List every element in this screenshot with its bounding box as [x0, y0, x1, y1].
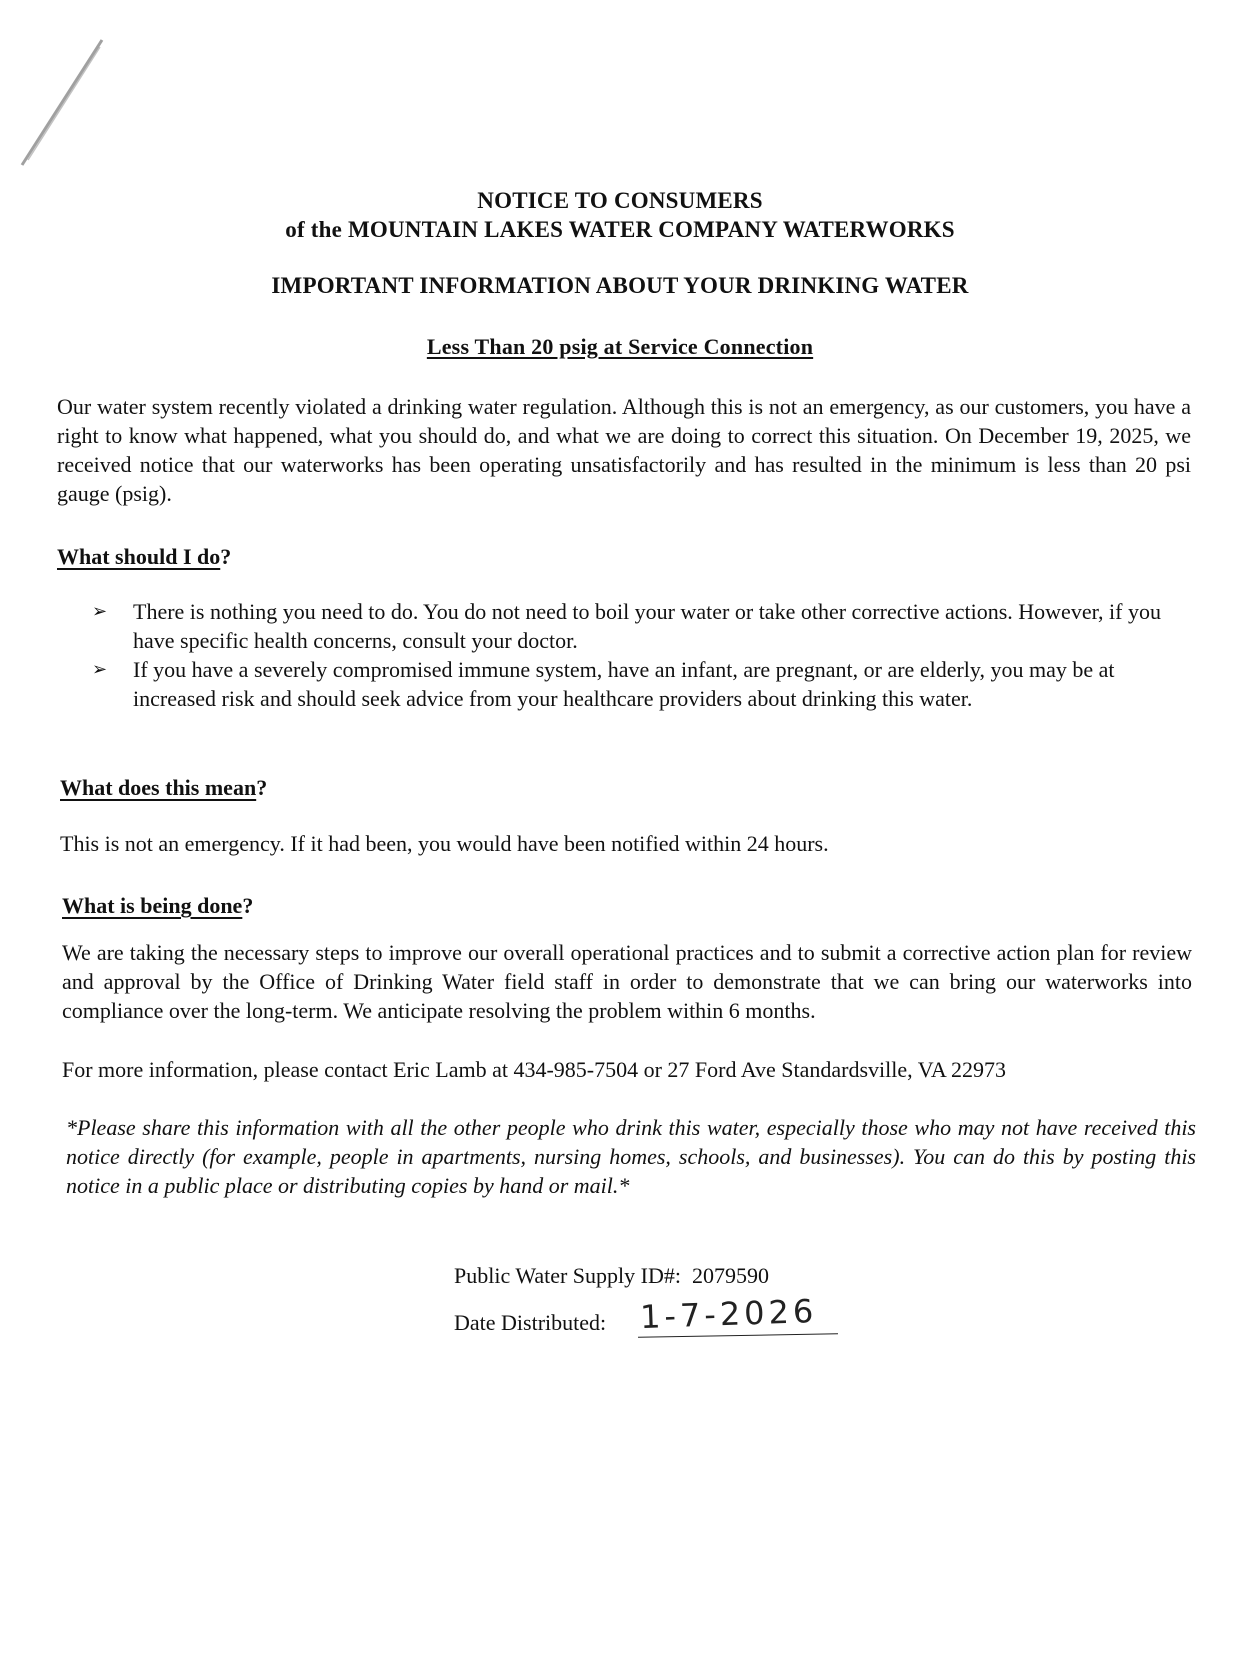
pws-id-value: 2079590 [691, 1263, 769, 1288]
list-item-text: If you have a severely compromised immune system, have an infant, are pregnant, or are elderly, you may be at increased risk and should seek advice from your healthcare providers about drinking this water. [133, 657, 1115, 711]
contact-info: For more information, please contact Eric Lamb at 434-985-7504 or 27 Ford Ave Standardsville, VA 22973 [62, 1057, 1006, 1082]
what-is-done-heading-mark: ? [242, 893, 254, 918]
share-note: *Please share this information with all the other people who drink this water, especially those who may not have received this notice directly (for example, people in apartments, nursing homes, schools, and businesses). You can do this by posting this notice in a public place or distributing copies by hand or mail.* [66, 1115, 1196, 1198]
list-item [92, 655, 1192, 713]
important-info-title: IMPORTANT INFORMATION ABOUT YOUR DRINKING WATER [271, 273, 969, 298]
what-is-done-text: We are taking the necessary steps to improve our overall operational practices and to submit a corrective action plan for review and approval by the Office of Drinking Water field staff in order to demonstrate that we can bring our waterworks into compliance over the long-term. We anticipate resolving the problem within 6 months. [62, 940, 1192, 1023]
violation-subtitle [0, 334, 1240, 360]
waterworks-title: of the MOUNTAIN LAKES WATER COMPANY WATERWORKS [285, 217, 955, 242]
date-distributed-label: Date Distributed: [454, 1310, 607, 1335]
intro-paragraph: Our water system recently violated a drinking water regulation. Although this is not an emergency, as our customers, you have a right to know what happened, what you should do, and what we are doing to correct this situation. On December 19, 2025, we received notice that our waterworks has been operating unsatisfactorily and has resulted in the minimum is less than 20 psi gauge (psig). [57, 394, 1191, 506]
what-to-do-list [92, 597, 1192, 713]
what-to-do-heading-text: What should I do [57, 544, 221, 569]
what-it-means-text: This is not an emergency. If it had been, you would have been notified within 24 hours. [60, 831, 829, 856]
what-it-means-heading-text: What does this mean [60, 775, 257, 800]
arrow-bullet-icon: ➢ [92, 659, 108, 679]
what-it-means-heading-mark: ? [256, 775, 268, 800]
list-item [92, 597, 1192, 655]
what-to-do-heading-mark: ? [220, 544, 232, 569]
notice-title: NOTICE TO CONSUMERS [477, 188, 763, 213]
what-is-done-heading [62, 893, 253, 919]
what-to-do-heading [57, 544, 231, 570]
what-it-means-heading [60, 775, 267, 801]
scan-artifact-mark [10, 35, 120, 175]
date-distributed-handwritten: 1-7-2026 [639, 1291, 818, 1337]
violation-subtitle-text: Less Than 20 psig at Service Connection [426, 334, 814, 359]
public-water-supply-id [454, 1263, 769, 1289]
arrow-bullet-icon: ➢ [92, 601, 108, 621]
pws-label: Public Water Supply ID#: [454, 1263, 681, 1288]
list-item-text: There is nothing you need to do. You do not need to boil your water or take other corrective actions. However, if you have specific health concerns, consult your doctor. [133, 599, 1161, 653]
what-is-done-heading-text: What is being done [62, 893, 243, 918]
